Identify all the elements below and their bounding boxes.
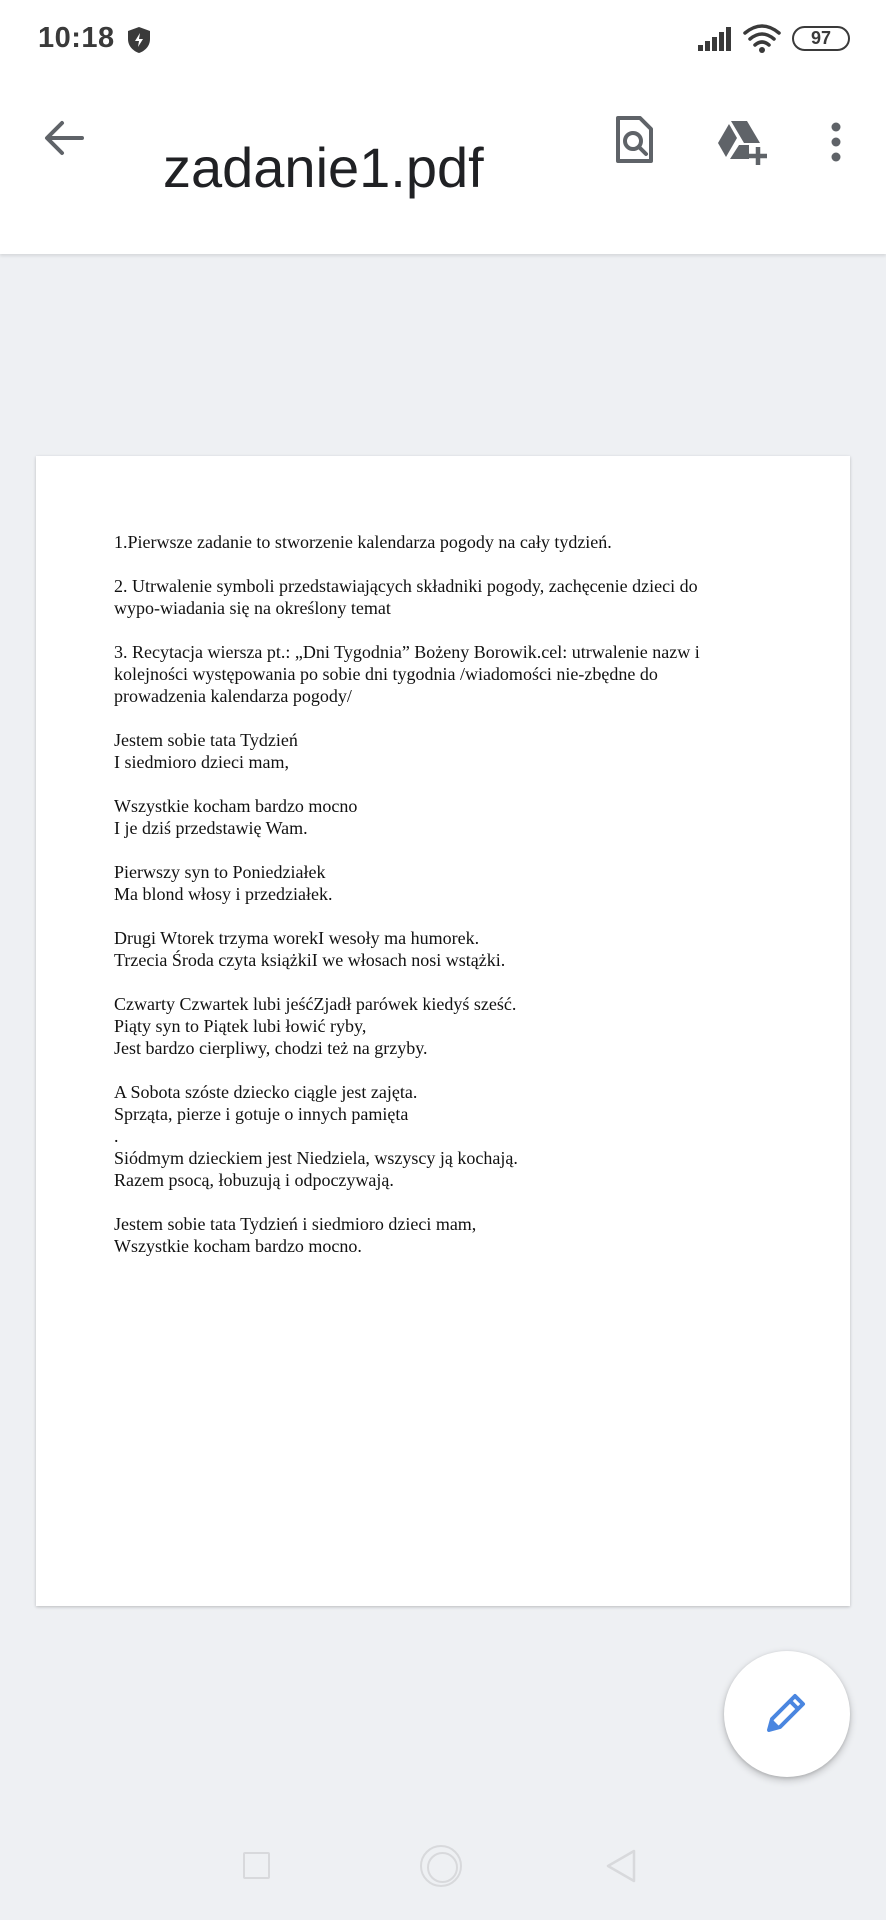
arrow-back-icon bbox=[44, 120, 84, 161]
signal-icon bbox=[697, 26, 733, 52]
home-icon[interactable] bbox=[420, 1845, 462, 1887]
document-line: kolejności występowania po sobie dni tygodnia /wiadomości nie-zbędne do bbox=[114, 664, 658, 684]
document-line: wypo-wiadania się na określony temat bbox=[114, 598, 391, 618]
top-bar bbox=[0, 0, 886, 254]
document-line: Piąty syn to Piątek lubi łowić ryby, bbox=[114, 1016, 367, 1036]
wifi-icon bbox=[742, 22, 782, 54]
shield-icon bbox=[126, 26, 152, 54]
edit-button[interactable] bbox=[724, 1651, 850, 1777]
document-paragraph bbox=[114, 575, 814, 619]
pdf-page[interactable] bbox=[36, 456, 850, 1606]
more-options-button[interactable] bbox=[820, 114, 852, 174]
document-line: Wszystkie kocham bardzo mocno bbox=[114, 796, 358, 816]
document-line: 3. Recytacja wiersza pt.: „Dni Tygodnia” Bożeny Borowik.cel: utrwalenie nazw i bbox=[114, 642, 700, 662]
document-line: prowadzenia kalendarza pogody/ bbox=[114, 686, 352, 706]
recents-icon[interactable] bbox=[243, 1852, 270, 1879]
document-paragraph bbox=[114, 993, 814, 1059]
add-to-drive-icon bbox=[716, 119, 768, 170]
find-in-page-button[interactable] bbox=[604, 112, 664, 172]
edit-pencil-icon bbox=[764, 1689, 810, 1740]
back-triangle-icon[interactable] bbox=[604, 1848, 638, 1884]
document-paragraph bbox=[114, 861, 814, 905]
document-paragraph bbox=[114, 641, 814, 707]
battery-icon: 97 bbox=[792, 26, 850, 51]
document-line: Pierwszy syn to Poniedziałek bbox=[114, 862, 326, 882]
document-line: Wszystkie kocham bardzo mocno. bbox=[114, 1236, 362, 1256]
more-vert-icon bbox=[830, 122, 842, 167]
document-line: A Sobota szóste dziecko ciągle jest zajęta. bbox=[114, 1082, 418, 1102]
document-line: Czwarty Czwartek lubi jeśćZjadł parówek kiedyś sześć. bbox=[114, 994, 517, 1014]
document-line: Razem psocą, łobuzują i odpoczywają. bbox=[114, 1170, 394, 1190]
document-line: 2. Utrwalenie symboli przedstawiających składniki pogody, zachęcenie dzieci do bbox=[114, 576, 698, 596]
add-to-drive-button[interactable] bbox=[712, 114, 772, 174]
document-line: I siedmioro dzieci mam, bbox=[114, 752, 289, 772]
document-line: Trzecia Środa czyta książkiI we włosach nosi wstążki. bbox=[114, 950, 506, 970]
back-button[interactable] bbox=[36, 112, 92, 168]
document-paragraph bbox=[114, 1081, 814, 1191]
document-paragraph bbox=[114, 729, 814, 773]
document-line: . bbox=[114, 1126, 119, 1146]
document-line: Sprząta, pierze i gotuje o innych pamięta bbox=[114, 1104, 409, 1124]
document-line: Ma blond włosy i przedziałek. bbox=[114, 884, 333, 904]
document-line: I je dziś przedstawię Wam. bbox=[114, 818, 308, 838]
document-line: Jestem sobie tata Tydzień i siedmioro dzieci mam, bbox=[114, 1214, 477, 1234]
document-line: Siódmym dzieckiem jest Niedziela, wszyscy ją kochają. bbox=[114, 1148, 518, 1168]
document-line: Drugi Wtorek trzyma worekI wesoły ma humorek. bbox=[114, 928, 480, 948]
document-line: Jest bardzo cierpliwy, chodzi też na grzyby. bbox=[114, 1038, 428, 1058]
status-time: 10:18 bbox=[38, 22, 115, 54]
document-line: Jestem sobie tata Tydzień bbox=[114, 730, 298, 750]
document-paragraph bbox=[114, 1213, 814, 1257]
document-paragraph bbox=[114, 531, 814, 553]
document-paragraph bbox=[114, 795, 814, 839]
document-paragraph bbox=[114, 927, 814, 971]
find-in-page-icon bbox=[614, 116, 654, 169]
document-line: 1.Pierwsze zadanie to stworzenie kalendarza pogody na cały tydzień. bbox=[114, 532, 612, 552]
document-text bbox=[114, 531, 814, 1279]
document-title: zadanie1.pdf bbox=[163, 136, 484, 199]
